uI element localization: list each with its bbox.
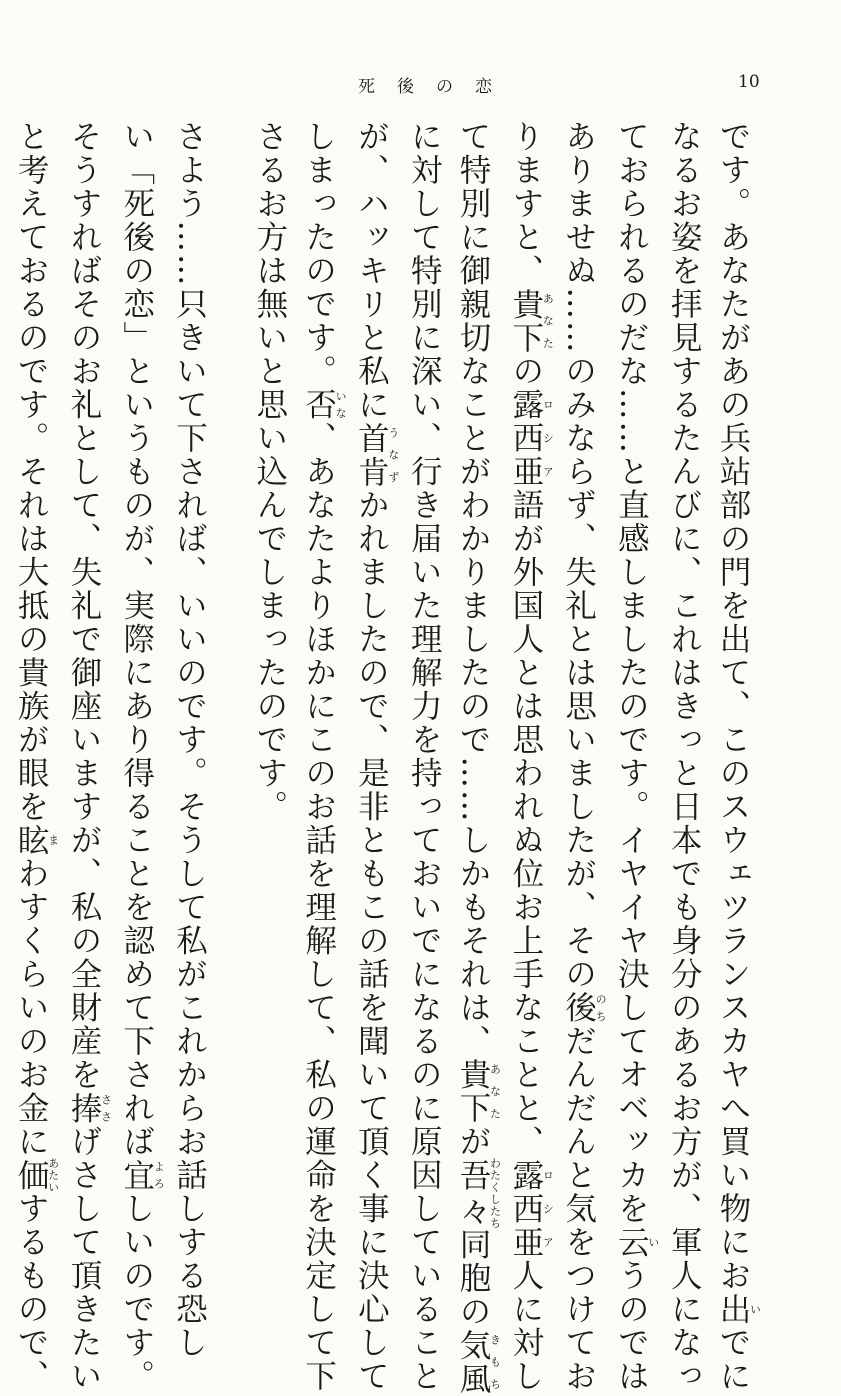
text-column: が、ハッキリと私に首肯うなずかれましたので、是非ともこの話を聞いて頂く事に決心して (353, 120, 400, 1393)
text-column: そうすればそのお礼として、失礼で御座いますが、私の全財産を捧ささげさして頂きたい (65, 120, 113, 1393)
text-column: に対して特別に深い、行き届いた理解力を持っておいでになるのに原因していること (406, 120, 443, 1393)
text-column: です。あなたがあの兵站部の門を出て、このスウェツランスカヤへ買い物にお出いでに (715, 120, 762, 1393)
text-column: ありませぬ……のみならず、失礼とは思いましたが、その後のちだんだんと気をつけてお (560, 120, 608, 1393)
text-column: さよう……只きいて下されば、いいのです。そうして私がこれからお話しする恐し (171, 120, 208, 1360)
ruby-reading: うなず (386, 421, 400, 489)
ruby-reading: よろ (152, 1158, 166, 1192)
text-column: りますと、貴下あなたの露西亜ロシア語が外国人とは思われぬ位お上手なことと、露西亜ロシア人に対し (507, 120, 555, 1393)
text-column (0, 120, 6, 1080)
text-column: なるお姿を拝見するたんびに、これはきっと日本でも身分のあるお方が、軍人になっ (666, 120, 703, 1393)
text-column: と考えておるのです。それは大抵の貴族が眼を眩まわすくらいのお金に価あたいするもので、 (13, 120, 60, 1393)
ruby-reading: あなた (541, 287, 555, 355)
text-column: い「死後の恋」というものが、実際にあり得ることを認めて下されば宜よろしいのです。 (118, 120, 166, 1393)
body-text (13, 120, 762, 1396)
ruby-reading: ま (46, 823, 60, 857)
text-column: ておられるのだな……と直感しましたのです。イヤイヤ決してオベッカを云いうのでは (613, 120, 660, 1393)
ruby-reading: いな (334, 388, 348, 422)
ruby-reading: きもち (488, 1328, 502, 1396)
ruby-reading: あなた (488, 1058, 502, 1125)
page-number: 10 (738, 72, 760, 92)
ruby-reading: ロシア (541, 1158, 555, 1259)
ruby-reading: わたくしたち (488, 1157, 502, 1230)
ruby-reading: い (646, 1225, 660, 1259)
ruby-reading: ささ (99, 1091, 113, 1125)
text-column: しまったのです。否いな、あなたよりほかにこのお話を理解して、私の運命を決定して下 (300, 120, 348, 1393)
text-column: さるお方は無いと思い込んでしまったのです。 (251, 120, 288, 824)
text-column: て特別に御親切なことがわかりましたので……しかもそれは、貴下あなたが吾々わたくしたち同胞の気風きもち (455, 120, 502, 1396)
ruby-reading: い (748, 1292, 762, 1326)
ruby-reading: のち (594, 991, 608, 1025)
ruby-reading: ロシア (541, 388, 555, 489)
running-header-title: 死後の恋 (358, 77, 514, 97)
ruby-reading: あたい (46, 1157, 60, 1194)
